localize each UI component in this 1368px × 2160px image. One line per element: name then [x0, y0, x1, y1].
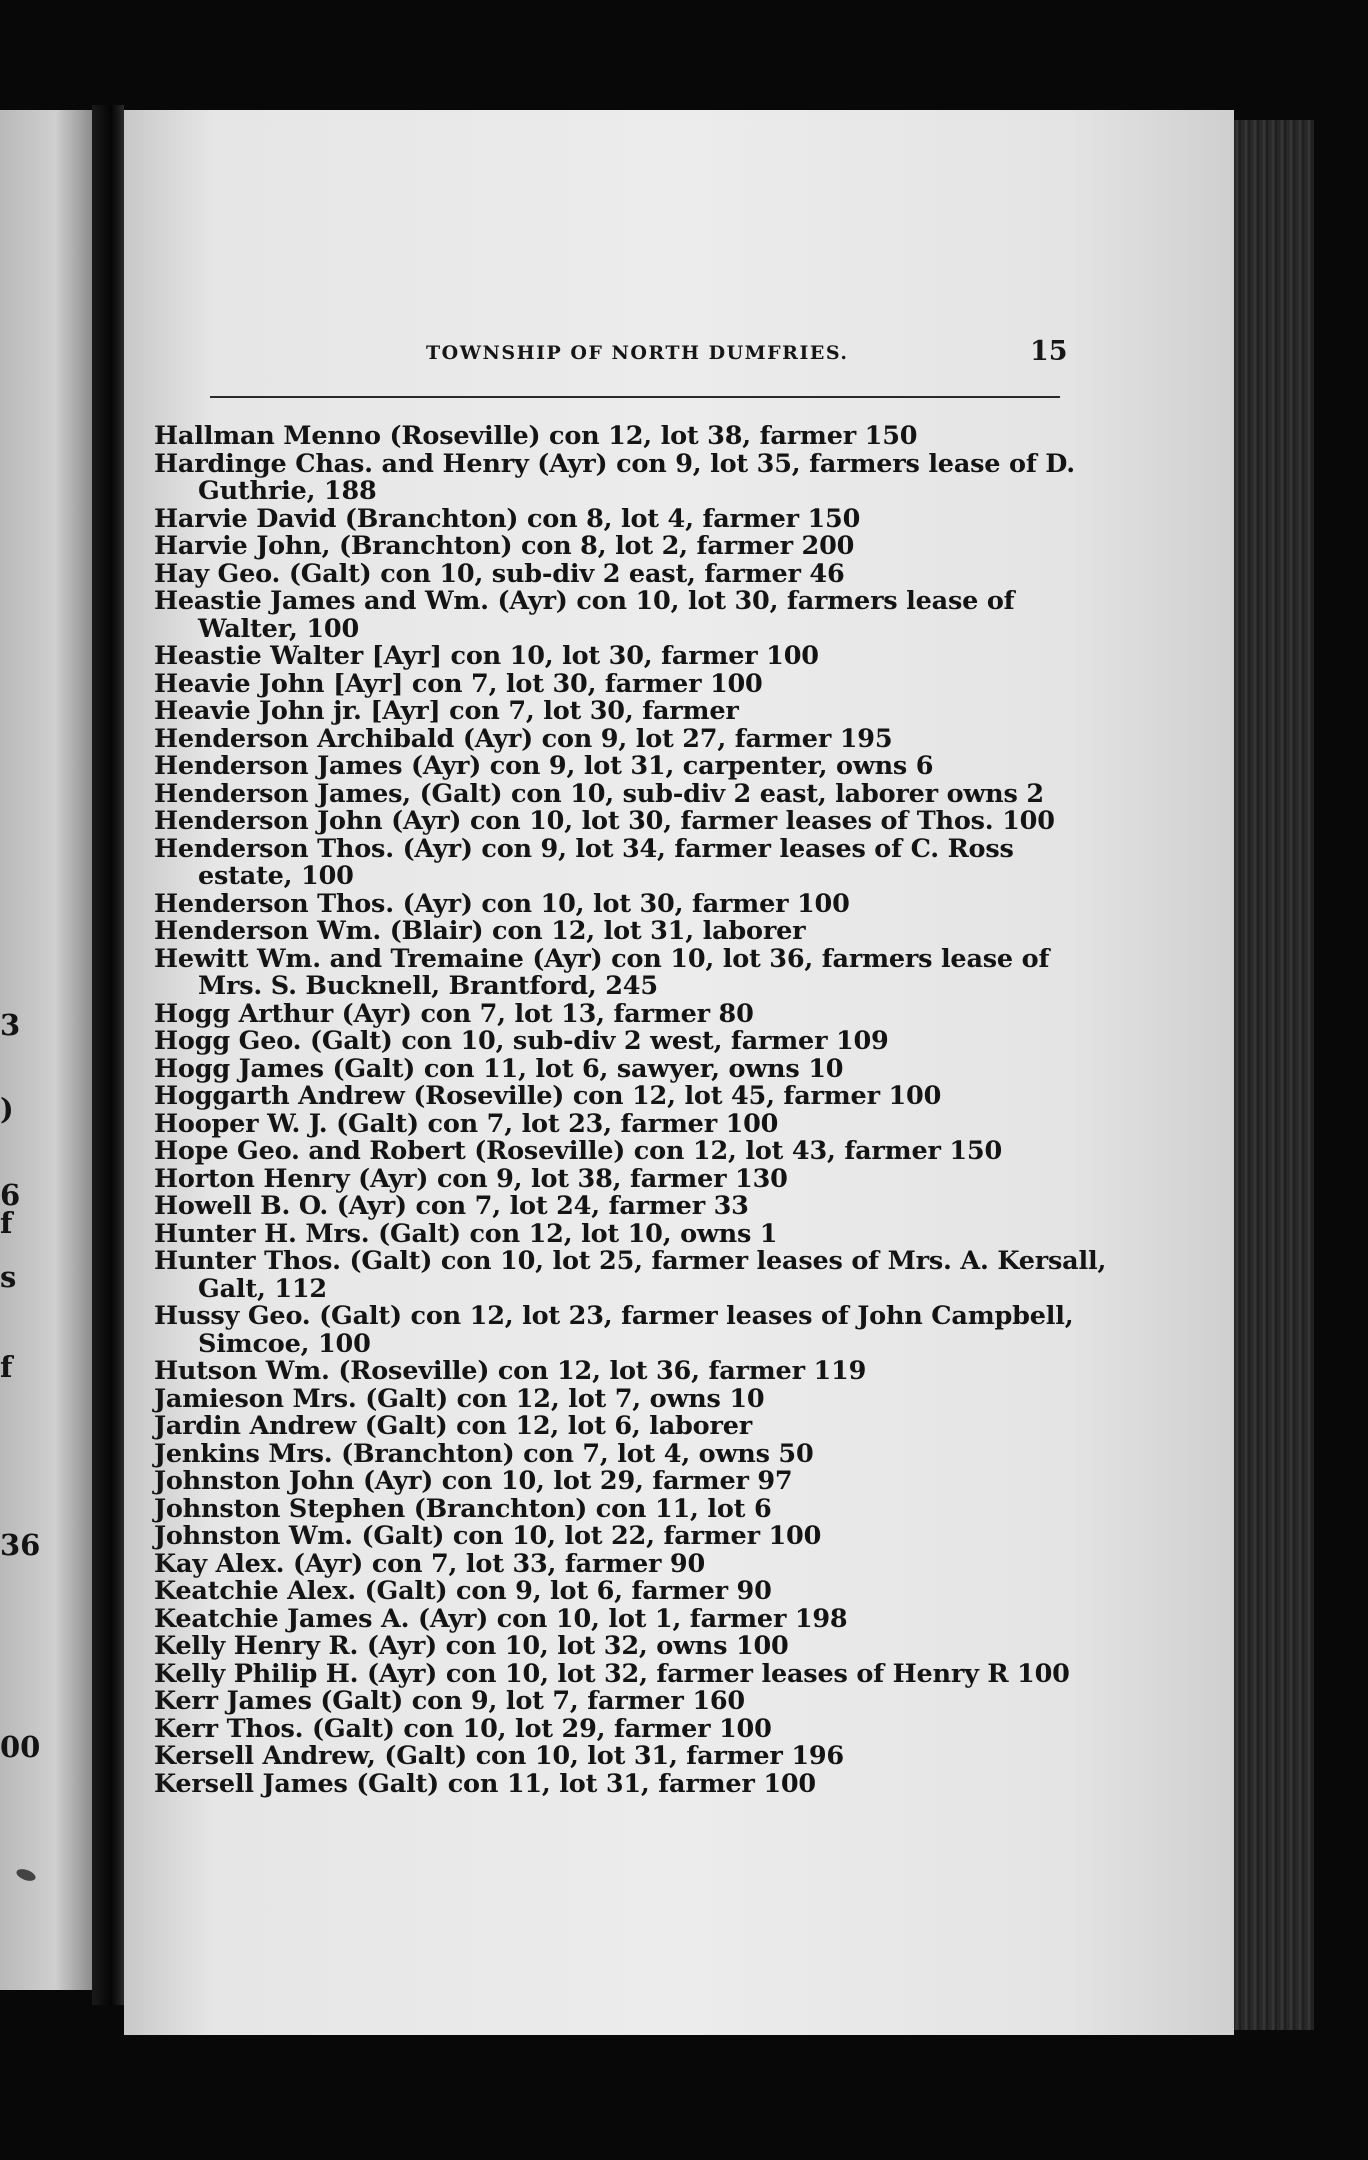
directory-entries [154, 423, 1114, 1798]
facing-page-fragment: ) [0, 1092, 14, 1126]
page-title: TOWNSHIP OF NORTH DUMFRIES. [426, 342, 849, 364]
directory-entry: Hogg Arthur (Ayr) con 7, lot 13, farmer 80 [154, 998, 754, 1029]
directory-entry: Keatchie James A. (Ayr) con 10, lot 1, farmer 198 [154, 1603, 848, 1634]
directory-entry: Hope Geo. and Robert (Roseville) con 12, lot 43, farmer 150 [154, 1136, 1003, 1166]
directory-entry: Hutson Wm. (Roseville) con 12, lot 36, farmer 119 [154, 1356, 867, 1386]
directory-entry: Hardinge Chas. and Henry (Ayr) con 9, lot 35, farmers lease of D. Guthrie, 188 [154, 448, 1075, 506]
directory-entry: Johnston John (Ayr) con 10, lot 29, farmer 97 [154, 1466, 793, 1496]
page-stack-edge [1234, 120, 1314, 2030]
directory-entry: Kelly Philip H. (Ayr) con 10, lot 32, farmer leases of Henry R 100 [154, 1658, 1070, 1689]
directory-entry: Harvie John, (Branchton) con 8, lot 2, farmer 200 [154, 531, 855, 561]
facing-page-fragment: s [0, 1260, 17, 1294]
directory-entry: Hooper W. J. (Galt) con 7, lot 23, farmer 100 [154, 1108, 779, 1139]
facing-page-fragment: f [0, 1206, 13, 1240]
directory-entry: Henderson James (Ayr) con 9, lot 31, carpenter, owns 6 [154, 751, 934, 781]
page-number: 15 [1030, 336, 1068, 367]
directory-entry: Hogg James (Galt) con 11, lot 6, sawyer, owns 10 [154, 1053, 844, 1084]
directory-entry: Kay Alex. (Ayr) con 7, lot 33, farmer 90 [154, 1548, 706, 1579]
directory-entry: Kelly Henry R. (Ayr) con 10, lot 32, owns 100 [154, 1631, 789, 1661]
directory-entry: Henderson Wm. (Blair) con 12, lot 31, laborer [154, 916, 806, 946]
facing-page-fragment: 36 [0, 1528, 41, 1562]
directory-entry: Kersell Andrew, (Galt) con 10, lot 31, farmer 196 [154, 1741, 844, 1771]
directory-entry: Jamieson Mrs. (Galt) con 12, lot 7, owns 10 [154, 1383, 765, 1414]
directory-entry: Henderson Thos. (Ayr) con 9, lot 34, farmer leases of C. Ross estate, 100 [154, 833, 1014, 891]
directory-entry: Heavie John jr. [Ayr] con 7, lot 30, farmer [154, 696, 739, 726]
directory-entry: Keatchie Alex. (Galt) con 9, lot 6, farmer 90 [154, 1576, 772, 1606]
directory-entry: Hunter H. Mrs. (Galt) con 12, lot 10, owns 1 [154, 1218, 778, 1249]
directory-entry: Johnston Wm. (Galt) con 10, lot 22, farmer 100 [154, 1521, 822, 1551]
facing-page-fragment: f [0, 1350, 13, 1384]
directory-entry: Jardin Andrew (Galt) con 12, lot 6, laborer [154, 1411, 752, 1441]
directory-entry: Henderson John (Ayr) con 10, lot 30, farmer leases of Thos. 100 [154, 806, 1055, 836]
header-rule [210, 396, 1060, 398]
book-gutter [92, 105, 124, 2005]
directory-entry: Johnston Stephen (Branchton) con 11, lot 6 [154, 1493, 772, 1524]
facing-page-fragment: 3 [0, 1008, 21, 1042]
directory-entry: Hunter Thos. (Galt) con 10, lot 25, farmer leases of Mrs. A. Kersall, Galt, 112 [154, 1246, 1107, 1304]
directory-entry: Hoggarth Andrew (Roseville) con 12, lot 45, farmer 100 [154, 1081, 942, 1111]
directory-entry: Jenkins Mrs. (Branchton) con 7, lot 4, owns 50 [154, 1438, 814, 1469]
directory-entry: Hay Geo. (Galt) con 10, sub-div 2 east, farmer 46 [154, 558, 845, 589]
directory-entry: Horton Henry (Ayr) con 9, lot 38, farmer 130 [154, 1163, 788, 1194]
directory-entry: Hallman Menno (Roseville) con 12, lot 38, farmer 150 [154, 421, 918, 451]
directory-entry: Hussy Geo. (Galt) con 12, lot 23, farmer leases of John Campbell, Simcoe, 100 [154, 1301, 1074, 1359]
directory-entry: Kersell James (Galt) con 11, lot 31, farmer 100 [154, 1768, 816, 1799]
running-head [124, 336, 1234, 382]
directory-entry: Harvie David (Branchton) con 8, lot 4, farmer 150 [154, 503, 861, 534]
directory-entry: Henderson Archibald (Ayr) con 9, lot 27, farmer 195 [154, 723, 893, 754]
directory-entry: Kerr Thos. (Galt) con 10, lot 29, farmer 100 [154, 1713, 772, 1744]
directory-page [124, 110, 1234, 2035]
directory-entry: Henderson Thos. (Ayr) con 10, lot 30, farmer 100 [154, 888, 850, 919]
directory-entry: Howell B. O. (Ayr) con 7, lot 24, farmer 33 [154, 1191, 749, 1221]
facing-page-fragment: 00 [0, 1730, 41, 1764]
facing-page-edge [0, 110, 92, 1990]
directory-entry: Kerr James (Galt) con 9, lot 7, farmer 160 [154, 1686, 745, 1716]
directory-entry: Hewitt Wm. and Tremaine (Ayr) con 10, lot 36, farmers lease of Mrs. S. Bucknell, Brantford, 245 [154, 943, 1050, 1001]
directory-entry: Heastie James and Wm. (Ayr) con 10, lot 30, farmers lease of Walter, 100 [154, 586, 1015, 644]
facing-page-fragment: 6 [0, 1178, 21, 1212]
directory-entry: Hogg Geo. (Galt) con 10, sub-div 2 west, farmer 109 [154, 1026, 889, 1056]
directory-entry: Heavie John [Ayr] con 7, lot 30, farmer 100 [154, 668, 763, 699]
directory-entry: Henderson James, (Galt) con 10, sub-div 2 east, laborer owns 2 [154, 778, 1044, 809]
directory-entry: Heastie Walter [Ayr] con 10, lot 30, farmer 100 [154, 641, 819, 671]
